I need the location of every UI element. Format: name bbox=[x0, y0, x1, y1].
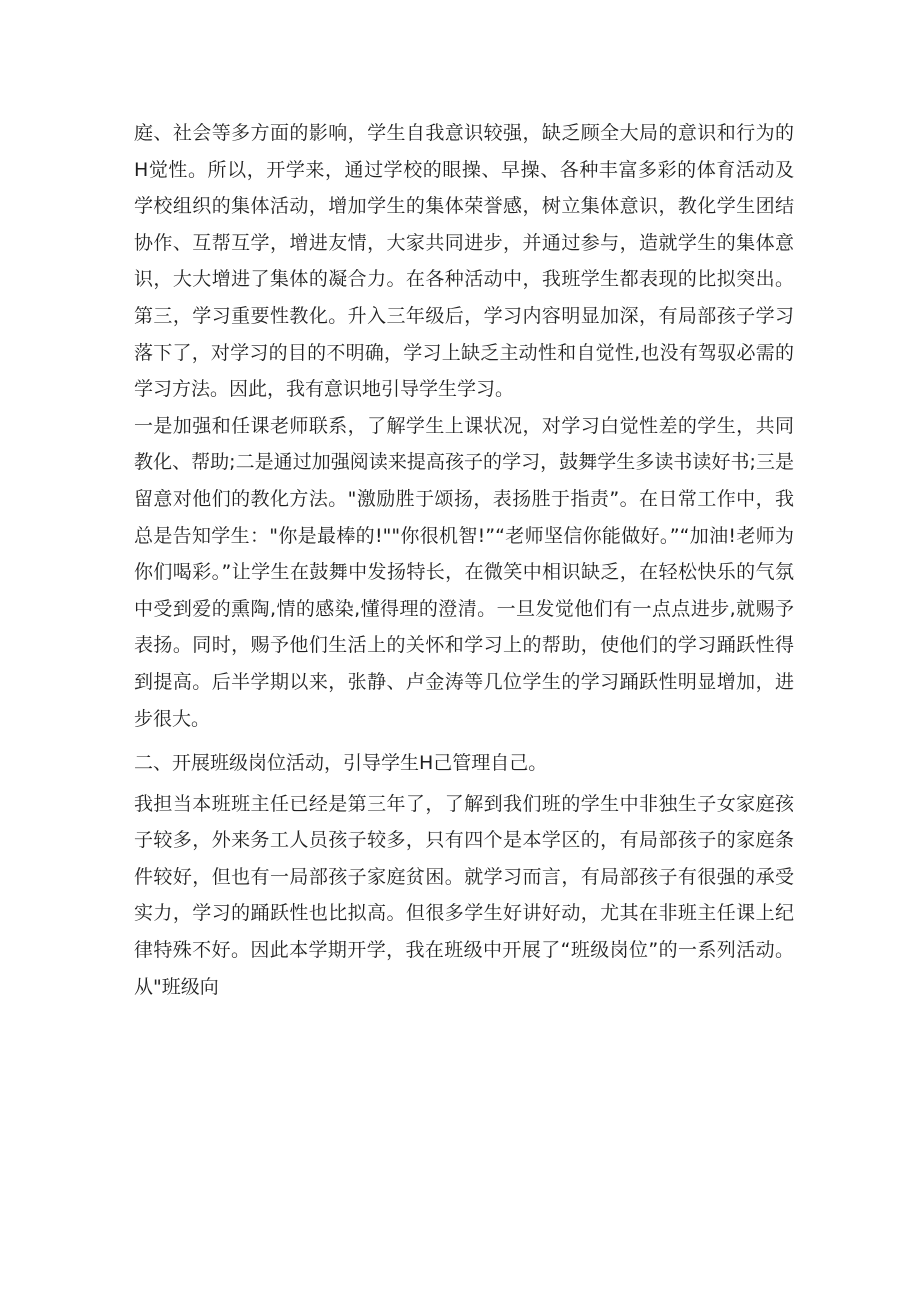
paragraph-class-background: 我担当本班班主任已经是第三年了，了解到我们班的学生中非独生子女家庭孩子较多，外来务工人员孩子较多，只有四个是本学区的，有局部孩子的家庭条件较好，但也有一局部孩子家庭贫困。就学习而言，有局部孩子有很强的承受实力，学习的踊跃性也比拟高。但很多学生好讲好动，尤其在非班主任课上纪律特殊不好。因此本学期开学，我在班级中开展了“班级岗位”的一系列活动。从"班级向 bbox=[134, 792, 794, 998]
paragraph-continued-intro: 庭、社会等多方面的影响，学生自我意识较强，缺乏顾全大局的意识和行为的H觉性。所以，开学来，通过学校的眼操、早操、各种丰富多彩的体育活动及学校组织的集体活动，增加学生的集体荣誉感，树立集体意识，教化学生团结协作、互帮互学，增进友情，大家共同进步，并通过参与，造就学生的集体意识，大大增进了集体的凝合力。在各种活动中，我班学生都表现的比拟突出。第三，学习重要性教化。升入三年级后，学习内容明显加深，有局部孩子学习落下了，对学习的目的不明确，学习上缺乏主动性和自觉性,也没有驾驭必需的学习方法。因此，我有意识地引导学生学习。 bbox=[134, 122, 794, 401]
paragraph-methods: 一是加强和任课老师联系，了解学生上课状况，对学习白觉性差的学生，共同教化、帮助;二是通过加强阅读来提高孩子的学习，鼓舞学生多读书读好书;三是留意对他们的教化方法。"激励胜于颂扬，表扬胜于指责”。在日常工作中，我总是告知学生："你是最棒的!""你很机智!”“老师坚信你能做好。”“加油!老师为你们喝彩。”让学生在鼓舞中发扬特长，在微笑中相识缺乏，在轻松快乐的气氛中受到爱的熏陶,情的感染,懂得理的澄清。一旦发觉他们有一点点进步,就赐予表扬。同时，赐予他们生活上的关怀和学习上的帮助，使他们的学习踊跃性得到提高。后半学期以来，张静、卢金涛等几位学生的学习踊跃性明显增加，进步很大。 bbox=[134, 414, 794, 730]
document-body bbox=[134, 115, 794, 1005]
section-heading-class-posts: 二、开展班级岗位活动，引导学生H己管理自己。 bbox=[134, 752, 548, 775]
